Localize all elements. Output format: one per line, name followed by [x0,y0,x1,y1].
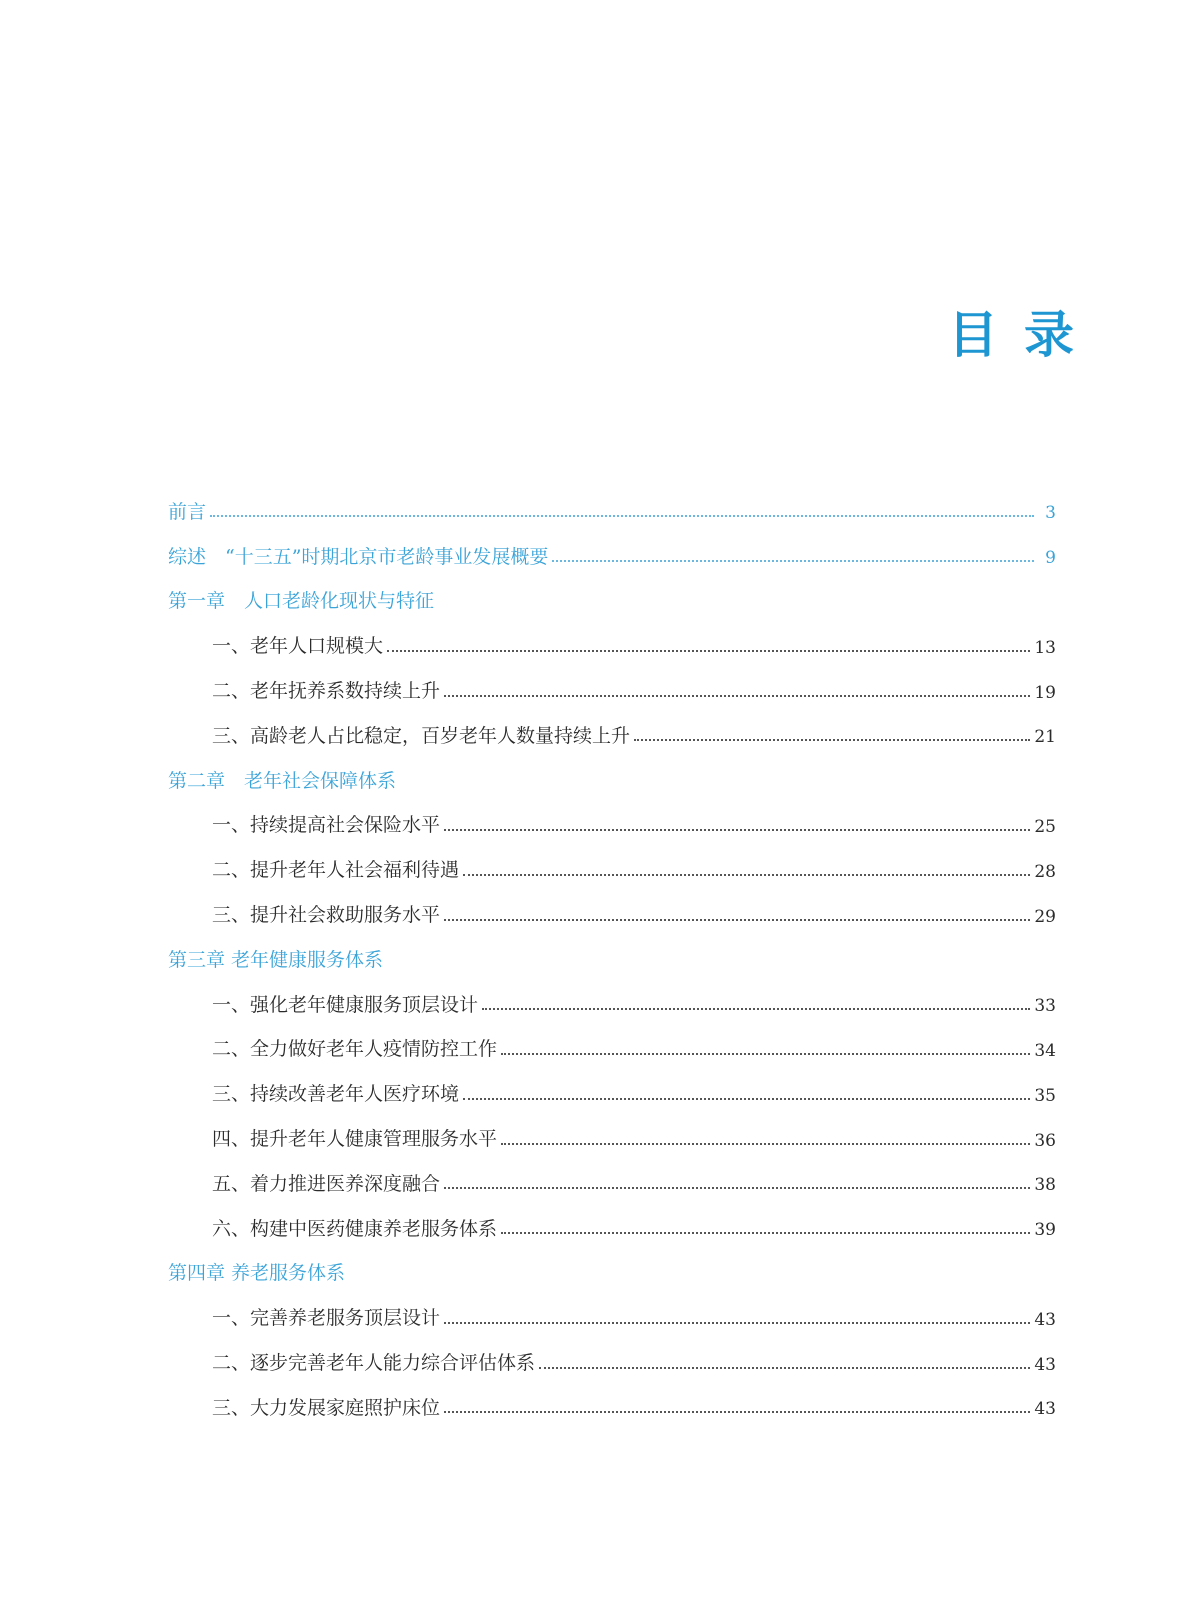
toc-page-number: 43 [1034,1399,1056,1420]
toc-section-entry[interactable] [168,1115,1056,1160]
dot-leader [634,739,1030,741]
toc-section-entry[interactable] [168,1384,1056,1429]
dot-leader [444,829,1030,831]
toc-entry-label: 五、着力推进医养深度融合 [212,1172,441,1195]
toc-entry-label: 一、老年人口规模大 [212,635,384,658]
table-of-contents [168,488,1056,1429]
toc-chapter-entry[interactable] [168,757,1056,802]
toc-entry-label: 三、大力发展家庭照护床位 [212,1396,441,1419]
toc-section-entry[interactable] [168,712,1056,757]
toc-page-number: 9 [1045,548,1056,569]
dot-leader [501,1143,1030,1145]
dot-leader [210,515,1034,517]
toc-entry-label: 前言 [168,500,207,523]
toc-section-entry[interactable] [168,1339,1056,1384]
toc-entry-label: 综述 “十三五”时期北京市老龄事业发展概要 [168,545,549,568]
dot-leader [539,1367,1030,1369]
toc-page-number: 28 [1034,861,1056,882]
dot-leader [501,1232,1030,1234]
toc-entry-label: 三、高龄老人占比稳定，百岁老年人数量持续上升 [212,724,631,747]
toc-page-number: 35 [1034,1085,1056,1106]
toc-entry-label: 一、持续提高社会保险水平 [212,814,441,837]
toc-section-entry[interactable] [168,667,1056,712]
toc-page-number: 43 [1034,1309,1056,1330]
toc-entry-label: 三、提升社会救助服务水平 [212,904,441,927]
toc-entry-label: 一、强化老年健康服务顶层设计 [212,993,479,1016]
toc-section-entry[interactable] [168,846,1056,891]
toc-entry-label: 第二章 老年社会保障体系 [168,769,397,792]
toc-chapter-entry[interactable] [168,1250,1056,1295]
toc-entry-label: 一、完善养老服务顶层设计 [212,1307,441,1330]
toc-page-number: 3 [1045,503,1056,524]
toc-page-number: 43 [1034,1354,1056,1375]
toc-page-number: 29 [1034,906,1056,927]
toc-entry-label: 三、持续改善老年人医疗环境 [212,1083,460,1106]
toc-section-entry[interactable] [168,981,1056,1026]
dot-leader [444,1322,1030,1324]
toc-section-entry[interactable] [168,1294,1056,1339]
toc-entry-label: 第一章 人口老龄化现状与特征 [168,590,435,613]
toc-chapter-entry[interactable] [168,533,1056,578]
toc-page-number: 21 [1034,727,1056,748]
toc-page-number: 39 [1034,1220,1056,1241]
dot-leader [387,650,1030,652]
toc-page-number: 34 [1034,1040,1056,1061]
toc-chapter-entry[interactable] [168,936,1056,981]
toc-chapter-entry[interactable] [168,488,1056,533]
toc-entry-label: 第三章 老年健康服务体系 [168,948,384,971]
toc-chapter-entry[interactable] [168,578,1056,623]
toc-page-number: 19 [1034,682,1056,703]
toc-section-entry[interactable] [168,891,1056,936]
dot-leader [444,919,1030,921]
toc-entry-label: 第四章 养老服务体系 [168,1262,346,1285]
dot-leader [444,1187,1030,1189]
toc-page-number: 25 [1034,816,1056,837]
toc-section-entry[interactable] [168,802,1056,847]
dot-leader [444,1411,1030,1413]
toc-entry-label: 二、全力做好老年人疫情防控工作 [212,1038,498,1061]
toc-page-number: 33 [1034,996,1056,1017]
toc-page-number: 36 [1034,1130,1056,1151]
toc-section-entry[interactable] [168,1026,1056,1071]
dot-leader [501,1053,1030,1055]
dot-leader [482,1008,1030,1010]
toc-section-entry[interactable] [168,622,1056,667]
toc-entry-label: 二、提升老年人社会福利待遇 [212,859,460,882]
page-title: 目录 [948,305,1100,364]
toc-section-entry[interactable] [168,1205,1056,1250]
toc-page-number: 13 [1034,637,1056,658]
toc-entry-label: 六、构建中医药健康养老服务体系 [212,1217,498,1240]
toc-entry-label: 二、老年抚养系数持续上升 [212,680,441,703]
toc-entry-label: 四、提升老年人健康管理服务水平 [212,1128,498,1151]
dot-leader [552,560,1034,562]
toc-page-number: 38 [1034,1175,1056,1196]
dot-leader [463,874,1030,876]
toc-section-entry[interactable] [168,1160,1056,1205]
toc-section-entry[interactable] [168,1070,1056,1115]
toc-entry-label: 二、逐步完善老年人能力综合评估体系 [212,1352,536,1375]
dot-leader [444,695,1030,697]
dot-leader [463,1098,1030,1100]
